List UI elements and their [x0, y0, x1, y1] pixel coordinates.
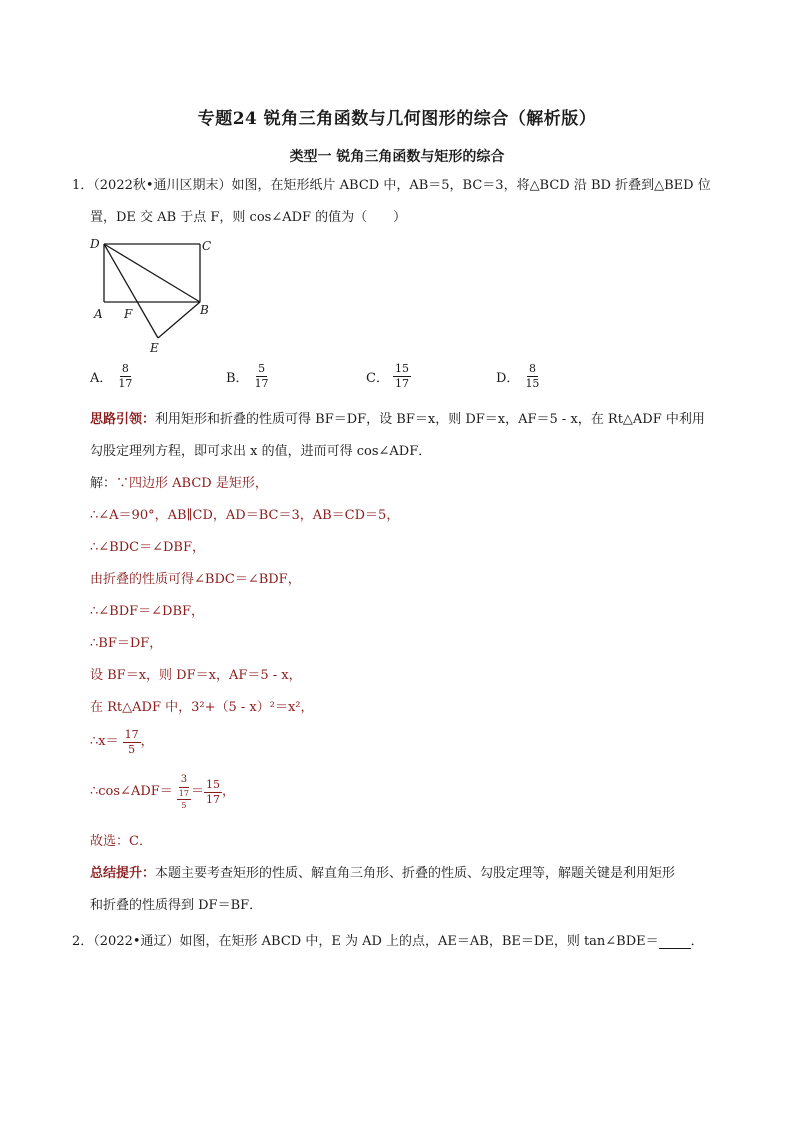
label-A: A — [94, 307, 103, 321]
denominator: 5 — [181, 801, 187, 810]
summary-label: 总结提升： — [90, 866, 156, 881]
label-C: C — [202, 239, 212, 253]
choice-letter: B． — [226, 371, 249, 386]
solution-line-2: ∴∠A＝90°，AB∥CD，AD＝BC＝3，AB＝CD＝5， — [90, 508, 400, 523]
question-1-line-2: 置，DE 交 AB 于点 F，则 cos∠ADF 的值为（ ） — [90, 210, 407, 225]
hint-text-1: 利用矩形和折叠的性质可得 BF＝DF，设 BF＝x，则 DF＝x，AF＝5 - x，在 Rt△ADF 中利用 — [155, 412, 705, 427]
cos-equals: ＝ — [190, 784, 204, 799]
section-subtitle: 类型一 锐角三角函数与矩形的综合 — [289, 149, 505, 165]
numerator: 5 — [258, 362, 266, 375]
summary-block — [90, 858, 730, 922]
solution-line-3: ∴∠BDC＝∠DBF， — [90, 540, 205, 555]
denominator: 17 — [394, 377, 409, 390]
numerator: 3 — [179, 773, 189, 788]
label-F: F — [124, 307, 133, 321]
solution-line-6: ∴BF＝DF， — [90, 636, 163, 651]
denominator: 17 — [254, 377, 269, 390]
solution-line-5: ∴∠BDF＝∠DBF， — [90, 604, 205, 619]
numerator: 15 — [394, 362, 409, 375]
summary-line-2: 和折叠的性质得到 DF＝BF． — [90, 898, 263, 913]
solution-prefix: 解： — [90, 476, 117, 491]
page-title: 专题24 锐角三角函数与几何图形的综合（解析版） — [197, 109, 597, 129]
choice-c[interactable] — [366, 362, 411, 391]
summary-line-1 — [90, 858, 730, 890]
numerator: 17 — [178, 789, 189, 798]
answer-choices — [90, 362, 650, 402]
numerator: 8 — [528, 362, 536, 375]
choice-a[interactable] — [90, 362, 134, 391]
denominator: 15 — [525, 377, 540, 390]
cos-prefix: ∴cos∠ADF＝ — [90, 784, 173, 799]
cos-complex-fraction — [177, 773, 191, 811]
x-suffix: ， — [140, 734, 154, 749]
choice-d[interactable] — [496, 362, 541, 391]
solution-line-1 — [90, 474, 268, 494]
solution-cos-line — [90, 768, 235, 816]
choice-fraction — [116, 362, 134, 391]
denominator: 5 — [128, 742, 136, 756]
choice-letter: A． — [90, 371, 113, 386]
answer-line: 故选：C． — [90, 834, 152, 849]
denominator-fraction — [177, 788, 191, 811]
question-1-line-1: 1．（2022秋•通川区期末）如图，在矩形纸片 ABCD 中，AB＝5，BC＝3，将△BCD 沿 BD 折叠到△BED 位 — [72, 178, 711, 193]
answer-blank[interactable] — [659, 934, 691, 949]
hint-line-2: 勾股定理列方程，即可求出 x 的值，进而可得 cos∠ADF． — [90, 444, 432, 459]
solution-line-4: 由折叠的性质可得∠BDC＝∠BDF， — [90, 572, 301, 587]
label-D: D — [90, 237, 100, 251]
choice-letter: D． — [496, 371, 520, 386]
hint-line-1 — [90, 410, 705, 430]
choice-letter: C． — [366, 371, 389, 386]
numerator: 15 — [205, 777, 220, 791]
denominator: 17 — [118, 377, 133, 390]
solution-line-8: 在 Rt△ADF 中，3²+（5 - x）²＝x²， — [90, 700, 314, 715]
choice-fraction — [523, 362, 541, 391]
x-prefix: ∴x＝ — [90, 734, 119, 749]
label-B: B — [200, 303, 209, 317]
question-2-end: ． — [690, 934, 704, 949]
question-2 — [72, 930, 704, 949]
label-E: E — [150, 341, 159, 355]
rectangle-fold-figure — [86, 234, 226, 358]
choice-b[interactable] — [226, 362, 271, 391]
x-fraction — [123, 728, 141, 757]
solution-text: ∵四边形 ABCD 是矩形， — [116, 476, 268, 491]
summary-text-1: 本题主要考查矩形的性质、解直角三角形、折叠的性质、勾股定理等，解题关键是利用矩形 — [155, 866, 676, 881]
hint-label: 思路引领： — [90, 412, 156, 427]
choice-fraction — [393, 362, 411, 391]
cos-result-fraction — [204, 778, 222, 807]
solution-x-line — [90, 722, 154, 762]
numerator: 17 — [124, 727, 139, 741]
denominator: 17 — [205, 792, 220, 806]
numerator: 8 — [121, 362, 129, 375]
cos-suffix: ， — [221, 784, 235, 799]
solution-line-7: 设 BF＝x，则 DF＝x，AF＝5 - x， — [90, 668, 302, 683]
question-2-text: 2．（2022•通辽）如图，在矩形 ABCD 中，E 为 AD 上的点，AE＝AB，BE＝DE，则 tan∠BDE＝ — [72, 934, 659, 949]
choice-fraction — [253, 362, 271, 391]
